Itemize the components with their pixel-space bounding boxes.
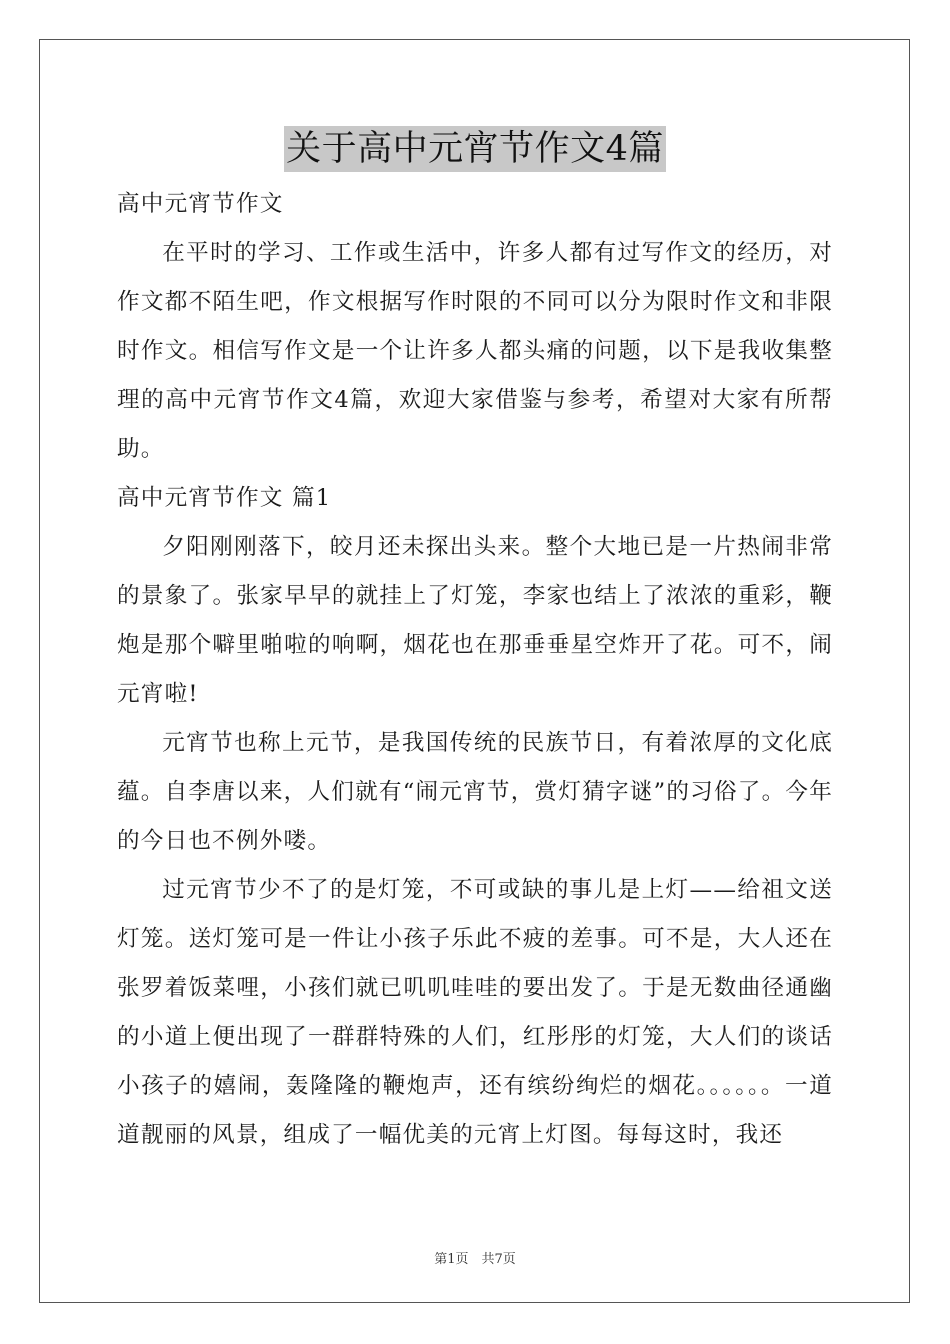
body-paragraph: 夕阳刚刚落下，皎月还未探出头来。整个大地已是一片热闹非常的景象了。张家早早的就挂上了灯笼，李家也结上了浓浓的重彩，鞭炮是那个噼里啪啦的响啊，烟花也在那垂垂星空炸开了花。可不，闹元宵啦! (117, 534, 833, 707)
document-body (117, 180, 833, 1160)
document-title: 关于高中元宵节作文4篇 (284, 126, 666, 172)
body-paragraph: 过元宵节少不了的是灯笼，不可或缺的事儿是上灯——给祖文送灯笼。送灯笼可是一件让小孩子乐此不疲的差事。可不是，大人还在张罗着饭菜哩，小孩们就已叽叽哇哇的要出发了。于是无数曲径通幽的小道上便出现了一群群特殊的人们，红彤彤的灯笼，大人们的谈话小孩子的嬉闹，轰隆隆的鞭炮声，还有缤纷绚烂的烟花。。。。。。一道道靓丽的风景，组成了一幅优美的元宵上灯图。每每这时，我还 (117, 877, 833, 1148)
section-heading: 高中元宵节作文 (117, 191, 284, 217)
page-number-footer: 第1页 共7页 (434, 1252, 516, 1267)
intro-paragraph: 在平时的学习、工作或生活中，许多人都有过写作文的经历，对作文都不陌生吧，作文根据写作时限的不同可以分为限时作文和非限时作文。相信写作文是一个让许多人都头痛的问题，以下是我收集整理的高中元宵节作文4篇，欢迎大家借鉴与参考，希望对大家有所帮助。 (117, 240, 833, 462)
body-paragraph: 元宵节也称上元节，是我国传统的民族节日，有着浓厚的文化底蕴。自李唐以来，人们就有“闹元宵节，赏灯猜字谜”的习俗了。今年的今日也不例外喽。 (117, 730, 833, 854)
title-container (0, 126, 950, 172)
section-heading: 高中元宵节作文 篇1 (117, 485, 332, 511)
